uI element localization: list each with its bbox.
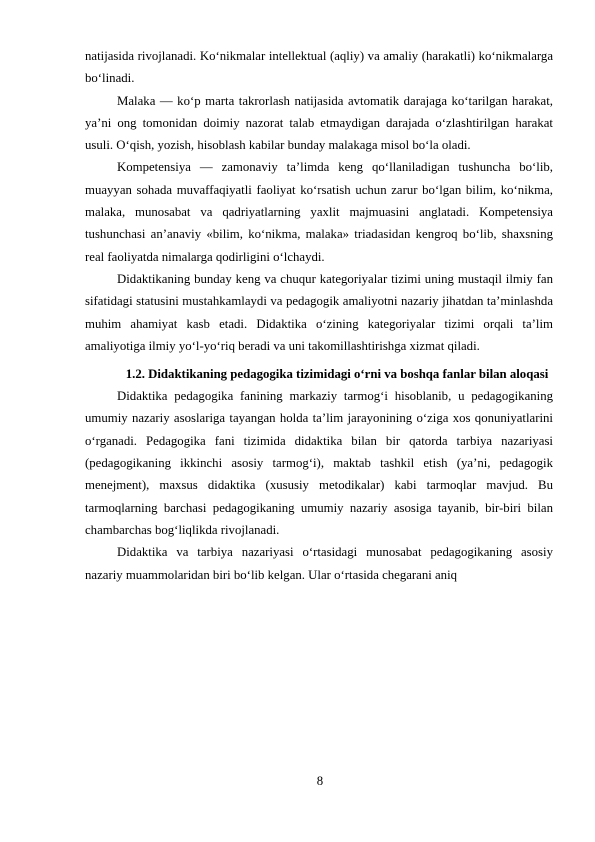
document-page [85,45,553,586]
paragraph-continuation: natijasida rivojlanadi. Ko‘nikmalar intellektual (aqliy) va amaliy (harakatli) ko‘nikmalarga bo‘linadi. [85,49,553,86]
paragraph-didaktika-tarmoq: Didaktika pedagogika fanining markaziy tarmog‘i hisoblanib, u pedagogikaning umumiy nazariy asoslariga tayangan holda ta’lim jarayonining o‘ziga xos qonuniyatlarini o‘rganadi. Pedagogika fani tizimida didaktika bilan bir qatorda tarbiya nazariyasi (pedagogikaning ikkinchi asosiy tarmog‘i), maktab tashkil etish (ya’ni, pedagogik menejment), maxsus didaktika (xususiy metodikalar) kabi tarmoqlar mavjud. Bu tarmoqlarning barchasi pedagogikaning umumiy nazariy asosiga tayanib, bir-biri bilan chambarchas bog‘liqlikda rivojlanadi. [85,389,553,537]
paragraph-malaka: Malaka — ko‘p marta takrorlash natijasida avtomatik darajaga ko‘tarilgan harakat, ya’ni ong tomonidan doimiy nazorat talab etmaydigan darajada o‘zlashtirilgan harakat usuli. O‘qish, yozish, hisoblash kabilar bunday malakaga misol bo‘la oladi. [85,93,553,153]
paragraph-kompetensiya: Kompetensiya — zamonaviy ta’limda keng qo‘llaniladigan tushuncha bo‘lib, muayyan sohada muvaffaqiyatli faoliyat ko‘rsatish uchun zarur bo‘lgan bilim, ko‘nikma, malaka, munosabat va qadriyatlarning yaxlit majmuasini anglatadi. Kompetensiya tushunchasi an’anaviy «bilim, ko‘nikma, malaka» triadasidan kengroq bo‘lib, shaxsning real faoliyatda nimalarga qodirligini o‘lchaydi. [85,160,553,264]
section-heading: 1.2. Didaktikaning pedagogika tizimidagi o‘rni va boshqa fanlar bilan aloqasi [125,367,549,382]
page-number: 8 [316,774,324,788]
paragraph-didaktika-kategoriyalar: Didaktikaning bunday keng va chuqur kategoriyalar tizimi uning mustaqil ilmiy fan sifatidagi statusini mustahkamlaydi va pedagogik amaliyotni nazariy jihatdan ta’minlashda muhim ahamiyat kasb etadi. Didaktika o‘zining kategoriyalar tizimi orqali ta’lim amaliyotiga ilmiy yo‘l-yo‘riq beradi va uni takomillashtirishga xizmat qiladi. [85,271,553,353]
paragraph-didaktika-tarbiya: Didaktika va tarbiya nazariyasi o‘rtasidagi munosabat pedagogikaning asosiy nazariy muammolaridan biri bo‘lib kelgan. Ular o‘rtasida chegarani aniq [85,545,553,582]
